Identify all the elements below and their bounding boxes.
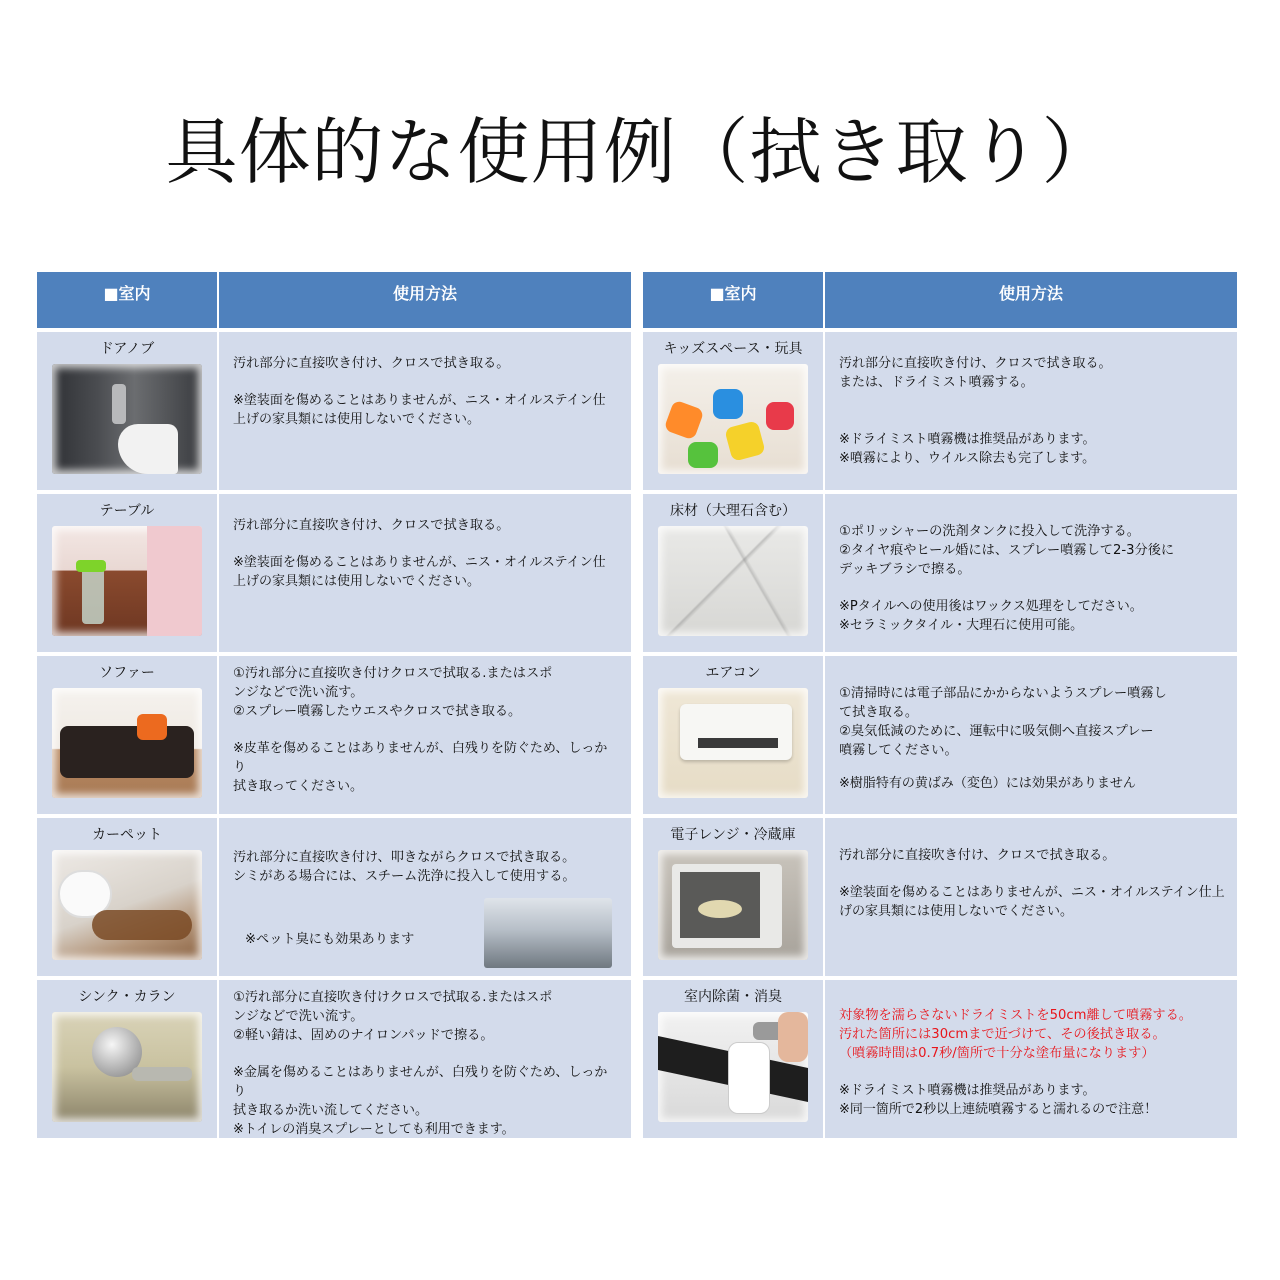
air-conditioner-photo-icon bbox=[658, 688, 808, 798]
usage-note: ※塗装面を傷めることはありませんが、ニス・オイルステイン仕 上げの家具類には使用しないでください。 bbox=[233, 393, 606, 427]
usage-note: ※金属を傷めることはありませんが、白残りを防ぐため、しっかり 拭き取るか洗い流してください。 ※トイレの消臭スプレーとしても利用できます。 bbox=[233, 1065, 608, 1137]
header-location: ■室内 bbox=[37, 272, 217, 328]
item-name: ドアノブ bbox=[99, 341, 155, 357]
table-row bbox=[643, 980, 1237, 1138]
microwave-photo-icon bbox=[658, 850, 808, 960]
usage-note: ※塗装面を傷めることはありませんが、ニス・オイルステイン仕 上げの家具類には使用しないでください。 bbox=[233, 555, 606, 589]
item-cell bbox=[37, 494, 217, 652]
usage-cell bbox=[825, 332, 1237, 490]
usage-text: 汚れ部分に直接吹き付け、クロスで拭き取る。 bbox=[233, 518, 510, 533]
item-cell bbox=[643, 332, 823, 490]
item-name: テーブル bbox=[99, 503, 155, 519]
carpet-photo-icon bbox=[52, 850, 202, 960]
usage-note: ※Pタイルへの使用後はワックス処理をしてださい。 ※セラミックタイル・大理石に使用可能。 bbox=[839, 599, 1143, 633]
item-name: キッズスペース・玩具 bbox=[663, 341, 803, 357]
item-name: ソファー bbox=[99, 665, 155, 681]
usage-text: ①ポリッシャーの洗剤タンクに投入して洗浄する。 ②タイヤ痕やヒール婚には、スプレー噴霧して2-3分後に デッキブラシで擦る。 bbox=[839, 524, 1175, 577]
table-row bbox=[37, 332, 631, 490]
item-name: 床材（大理石含む） bbox=[670, 503, 796, 519]
marble-floor-photo-icon bbox=[658, 526, 808, 636]
usage-cell bbox=[219, 818, 631, 976]
usage-note: ※塗装面を傷めることはありませんが、ニス・オイルステイン仕上 げの家具類には使用しないでください。 bbox=[839, 885, 1225, 919]
item-cell bbox=[643, 980, 823, 1138]
table-row bbox=[643, 818, 1237, 976]
door-knob-photo-icon bbox=[52, 364, 202, 474]
steam-cleaner-photo-icon bbox=[484, 898, 612, 968]
usage-text: ①清掃時には電子部品にかからないようスプレー噴霧し て拭き取る。 ②臭気低減のために、運転中に吸気側へ直接スプレー 噴霧してください。 bbox=[839, 686, 1167, 758]
usage-note: ※皮革を傷めることはありませんが、白残りを防ぐため、しっかり 拭き取ってください。 bbox=[233, 741, 608, 794]
table-header bbox=[37, 272, 631, 328]
usage-warning-text: 対象物を濡らさないドライミストを50cm離して噴霧する。 汚れた箇所には30cmまで近づけて、その後拭き取る。 （噴霧時間は0.7秒/箇所で十分な塗布量になります） bbox=[839, 1008, 1192, 1061]
usage-text: 汚れ部分に直接吹き付け、クロスで拭き取る。 bbox=[233, 356, 510, 371]
page-title: 具体的な使用例（拭き取り） bbox=[165, 110, 1115, 194]
usage-cell bbox=[219, 494, 631, 652]
item-name: 室内除菌・消臭 bbox=[684, 989, 782, 1005]
usage-note: ※ドライミスト噴霧機は推奨品があります。 ※噴霧により、ウイルス除去も完了します。 bbox=[839, 432, 1096, 466]
spray-gun-photo-icon bbox=[658, 1012, 808, 1122]
usage-note: ※ペット臭にも効果あります bbox=[245, 932, 415, 947]
item-cell bbox=[37, 656, 217, 814]
usage-table-left bbox=[37, 272, 631, 1138]
faucet-photo-icon bbox=[52, 1012, 202, 1122]
item-cell bbox=[37, 332, 217, 490]
header-usage: 使用方法 bbox=[825, 272, 1237, 328]
usage-cell bbox=[825, 656, 1237, 814]
usage-text: 汚れ部分に直接吹き付け、クロスで拭き取る。 または、ドライミスト噴霧する。 bbox=[839, 356, 1112, 390]
usage-note: ※樹脂特有の黄ばみ（変色）には効果がありません bbox=[839, 776, 1136, 791]
item-cell bbox=[643, 494, 823, 652]
item-name: エアコン bbox=[705, 665, 761, 681]
usage-note: ※ドライミスト噴霧機は推奨品があります。 ※同一箇所で2秒以上連続噴霧すると濡れるので注意！ bbox=[839, 1083, 1158, 1117]
item-name: カーペット bbox=[92, 827, 162, 843]
table-row bbox=[37, 818, 631, 976]
item-cell bbox=[643, 656, 823, 814]
header-location: ■室内 bbox=[643, 272, 823, 328]
usage-cell bbox=[219, 980, 631, 1138]
toys-photo-icon bbox=[658, 364, 808, 474]
usage-text: 汚れ部分に直接吹き付け、叩きながらクロスで拭き取る。 シミがある場合には、スチーム洗浄に投入して使用する。 bbox=[233, 850, 576, 884]
table-header bbox=[643, 272, 1237, 328]
sofa-photo-icon bbox=[52, 688, 202, 798]
table-row bbox=[37, 656, 631, 814]
header-usage: 使用方法 bbox=[219, 272, 631, 328]
table-photo-icon bbox=[52, 526, 202, 636]
usage-table-right bbox=[643, 272, 1237, 1138]
usage-cell bbox=[219, 332, 631, 490]
item-name: シンク・カラン bbox=[78, 989, 176, 1005]
usage-cell bbox=[825, 818, 1237, 976]
item-cell bbox=[643, 818, 823, 976]
usage-cell bbox=[825, 494, 1237, 652]
usage-cell bbox=[825, 980, 1237, 1138]
table-row bbox=[37, 980, 631, 1138]
item-cell bbox=[37, 818, 217, 976]
table-row bbox=[643, 332, 1237, 490]
table-row bbox=[643, 494, 1237, 652]
item-name: 電子レンジ・冷蔵庫 bbox=[670, 827, 796, 843]
usage-cell bbox=[219, 656, 631, 814]
usage-text: 汚れ部分に直接吹き付け、クロスで拭き取る。 bbox=[839, 848, 1116, 863]
item-cell bbox=[37, 980, 217, 1138]
usage-text: ①汚れ部分に直接吹き付けクロスで拭取る.またはスポ ンジなどで洗い流す。 ②スプレー噴霧したウエスやクロスで拭き取る。 bbox=[233, 666, 553, 719]
usage-text: ①汚れ部分に直接吹き付けクロスで拭取る.またはスポ ンジなどで洗い流す。 ②軽い錆は、固めのナイロンパッドで擦る。 bbox=[233, 990, 553, 1043]
table-row bbox=[643, 656, 1237, 814]
table-row bbox=[37, 494, 631, 652]
